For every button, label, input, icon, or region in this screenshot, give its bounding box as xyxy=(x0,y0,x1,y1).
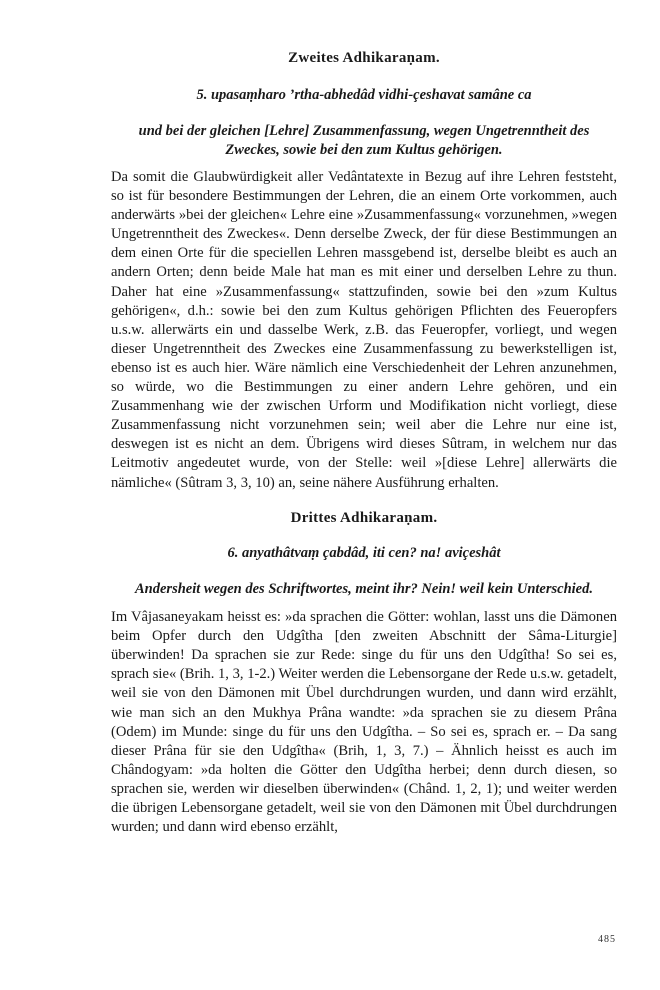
sutra-6: 6. anyathâtvaṃ çabdâd, iti cen? na! aviçeshât xyxy=(227,544,501,561)
section-heading-drittes-adhikaranam: Drittes Adhikaraṇam. xyxy=(290,509,438,526)
sutra-5-translation: und bei der gleichen [Lehre] Zusammenfassung, wegen Ungetrenntheit des Zweckes, sowie bei den zum Kultus gehörigen. xyxy=(138,123,590,158)
sutra-6-translation: Andersheit wegen des Schriftwortes, meint ihr? Nein! weil kein Unterschied. xyxy=(135,580,593,597)
commentary-paragraph-2: Im Vâjasaneyakam heisst es: »da sprachen die Götter: wohlan, lasst uns die Dämonen beim Opfer durch den Udgîtha [den zweiten Abschnitt der Sâma-Liturgie] überwinden! Da sprachen sie zur Rede: singe du für uns den Udgîtha! So sei es, sprach sie« (Brih. 1, 3, 1-2.) Weiter werden die Lebensorgane der Rede u.s.w. getadelt, weil sie von den Dämonen mit Übel durchdrungen wurden, und dann wird erzählt, wie man sich an den Mukhya Prâna wandte: »da sprachen sie zu diesem Prâna (Odem) im Munde: singe du für uns den Udgîtha. – So sei es, sprach er. – Da sang dieser Prâna für sie den Udgîtha« (Brih, 1, 3, 7.) – Ähnlich heisst es auch im Chândogyam: »da holten die Götter den Udgîtha herbei; denn durch diesen, so sprachen sie, werden wir dieselben überwinden« (Chând. 1, 2, 1); und weiter werden die übrigen Lebensorgane getadelt, weil sie von den Dämonen mit Übel durchdrungen wurden; und dann wird ebenso erzählt, xyxy=(111,609,617,836)
sutra-5: 5. upasaṃharo ’rtha-abhedâd vidhi-çeshavat samâne ca xyxy=(196,87,532,103)
section-heading-zweites-adhikaranam: Zweites Adhikaraṇam. xyxy=(288,50,440,66)
commentary-paragraph-1: Da somit die Glaubwürdigkeit aller Vedântatexte in Bezug auf ihre Lehren feststeht, so ist für besondere Bestimmungen der Lehren, die an einem Orte vorkommen, auch anderwärts »bei der gleichen« Lehre eine »Zusammenfassung« vorzunehmen, »wegen Ungetrenntheit des Zweckes«. Denn derselbe Zweck, der für diese Bestimmungen an dem einen Orte für die speciellen Lehren massgebend ist, derselbe bleibt es auch an andern Orten; denn beide Male hat man es mit einer und derselben Lehre zu thun. Daher hat eine »Zusammenfassung« stattzufinden, sowie bei den »zum Kultus gehörigen«, d.h.: sowie bei den zum Kultus gehörigen Pflichten des Feueropfers u.s.w. allerwärts ein und dasselbe Werk, z.B. das Feueropfer, vorliegt, und wegen dieser Ungetrenntheit des Zweckes eine Zusammenfassung zu bewerkstelligen ist, ebenso ist es auch hier. Wäre nämlich eine Verschiedenheit der Lehren anzunehmen, so würde, wo die Bestimmungen zu einer andern Lehre gehören, und ein Zusammenhang wie der zwischen Urform und Modifikation nicht vorliegt, diese Zusammenfassung nicht vorzunehmen sein; weil aber die Lehre nur eine ist, deswegen ist es nicht an dem. Übrigens wird dieses Sûtram, in welchem nur das Leitmotiv angedeutet wurde, von der Stelle: weil »[diese Lehre] allerwärts die nämliche« (Sûtram 3, 3, 10) an, seine nähere Ausführung erhalten. xyxy=(111,169,617,491)
page-number: 485 xyxy=(598,934,616,945)
page-content xyxy=(111,40,617,837)
